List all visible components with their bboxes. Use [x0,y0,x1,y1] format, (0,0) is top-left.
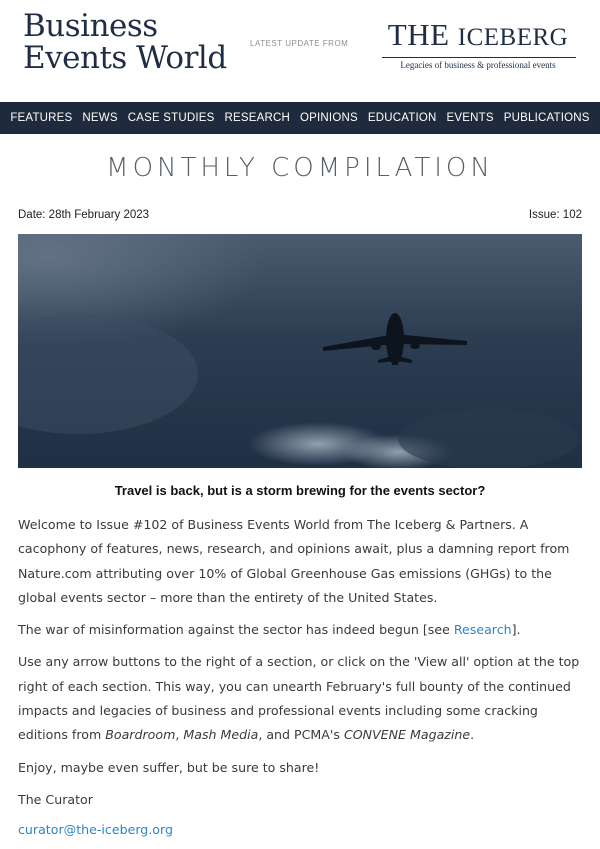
intro-paragraph-1: Welcome to Issue #102 of Business Events World from The Iceberg & Partners. A cacophony of features, news, research, and opinions await, plus a damning report from Nature.com attributing over 10% of Global Greenhouse Gas emissions (GHGs) to the global events sector – more than the entirety of the United States. [18,517,570,605]
iceberg-wordmark [376,18,580,55]
p3-end: . [470,727,475,743]
p2-text: The war of misinformation against the sector has indeed begun [see [18,622,454,638]
business-events-world-logo[interactable] [23,10,227,74]
intro-text [18,513,584,849]
iceberg-name: ICEBERG [457,24,569,51]
nav-publications[interactable]: PUBLICATIONS [503,112,590,124]
p3-text-2: , and PCMA's [258,727,344,743]
issue-number: Issue: 102 [528,209,582,221]
nav-events[interactable]: EVENTS [446,112,494,124]
logo-divider [382,57,576,58]
nav-news[interactable]: NEWS [82,112,118,124]
research-link[interactable]: Research [453,622,512,638]
p3-text: Use any arrow buttons to the right of a section, or click on the 'View all' option at the top right of each section. This way, you can unearth February's full bounty of the continued impacts and legacies of business and professional events including some cracking editions from [18,654,580,743]
nav-education[interactable]: EDUCATION [367,112,437,124]
nav-research[interactable]: RESEARCH [224,112,291,124]
hero-caption: Travel is back, but is a storm brewing for the events sector? [114,483,486,498]
the-iceberg-logo[interactable] [376,18,580,70]
signoff [18,788,584,843]
iceberg-the: THE [387,17,450,52]
p2-end: ]. [511,622,521,638]
signoff-name: The Curator [18,791,93,807]
convene-title: CONVENE Magazine [343,727,471,743]
latest-update-label: LATEST UPDATE FROM [250,39,349,48]
logo-line-2: Events World [23,40,227,76]
issue-date: Date: 28th February 2023 [18,209,150,221]
airplane-icon [18,234,582,468]
boardroom-title: Boardroom [105,727,176,743]
nav-case-studies[interactable]: CASE STUDIES [127,112,215,124]
curator-email-link[interactable]: curator@the-iceberg.org [18,822,173,838]
intro-paragraph-4: Enjoy, maybe even suffer, but be sure to share! [18,759,320,775]
header [0,0,600,102]
page-title: MONTHLY COMPILATION [106,153,494,183]
nav-opinions[interactable]: OPINIONS [300,112,358,124]
logo-line-1: Business [23,8,158,44]
issue-meta [18,209,582,221]
main-nav [0,102,600,134]
mash-media-title: Mash Media [183,727,259,743]
intro-paragraph-3 [18,650,584,747]
intro-paragraph-2 [18,618,584,642]
hero-image[interactable] [18,234,582,468]
iceberg-tagline: Legacies of business & professional events [400,60,556,70]
p3-sep: , [175,727,184,743]
nav-features[interactable]: FEATURES [10,112,73,124]
